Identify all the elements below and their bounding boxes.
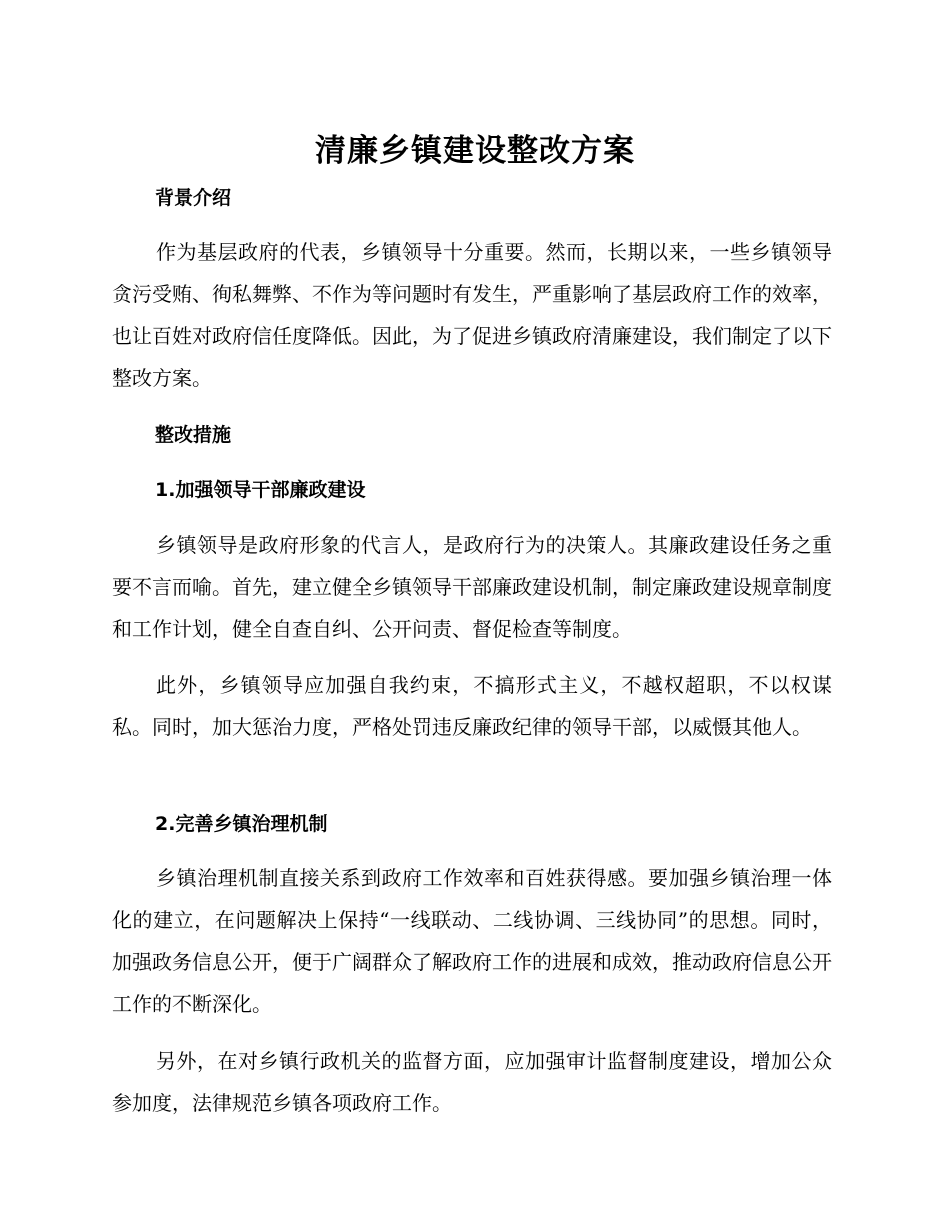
paragraph-leadership-1: 乡镇领导是政府形象的代言人，是政府行为的决策人。其廉政建设任务之重要不言而喻。首先，建立健全乡镇领导干部廉政建设机制，制定廉政建设规章制度和工作计划，健全自查自纠、公开问责、督促检查等制度。 (112, 533, 832, 641)
paragraph-governance-1: 乡镇治理机制直接关系到政府工作效率和百姓获得感。要加强乡镇治理一体化的建立，在问题解决上保持“一线联动、二线协调、三线协同”的思想。同时，加强政务信息公开，便于广阔群众了解政府工作的进展和成效，推动政府信息公开工作的不断深化。 (112, 866, 832, 1016)
section-heading-background: 背景介绍 (155, 187, 232, 209)
subsection-heading-leadership: 1.加强领导干部廉政建设 (155, 479, 366, 501)
paragraph-leadership-2: 此外，乡镇领导应加强自我约束，不搞形式主义，不越权超职，不以权谋私。同时，加大惩治力度，严格处罚违反廉政纪律的领导干部，以威慑其他人。 (112, 673, 832, 739)
document-title: 清廉乡镇建设整改方案 (315, 133, 635, 169)
subsection-heading-governance: 2.完善乡镇治理机制 (155, 813, 328, 835)
paragraph-governance-2: 另外，在对乡镇行政机关的监督方面，应加强审计监督制度建设，增加公众参加度，法律规范乡镇各项政府工作。 (112, 1049, 832, 1115)
paragraph-background: 作为基层政府的代表，乡镇领导十分重要。然而，长期以来，一些乡镇领导贪污受贿、徇私舞弊、不作为等问题时有发生，严重影响了基层政府工作的效率，也让百姓对政府信任度降低。因此，为了促进乡镇政府清廉建设，我们制定了以下整改方案。 (112, 240, 832, 390)
section-heading-measures: 整改措施 (155, 424, 232, 446)
